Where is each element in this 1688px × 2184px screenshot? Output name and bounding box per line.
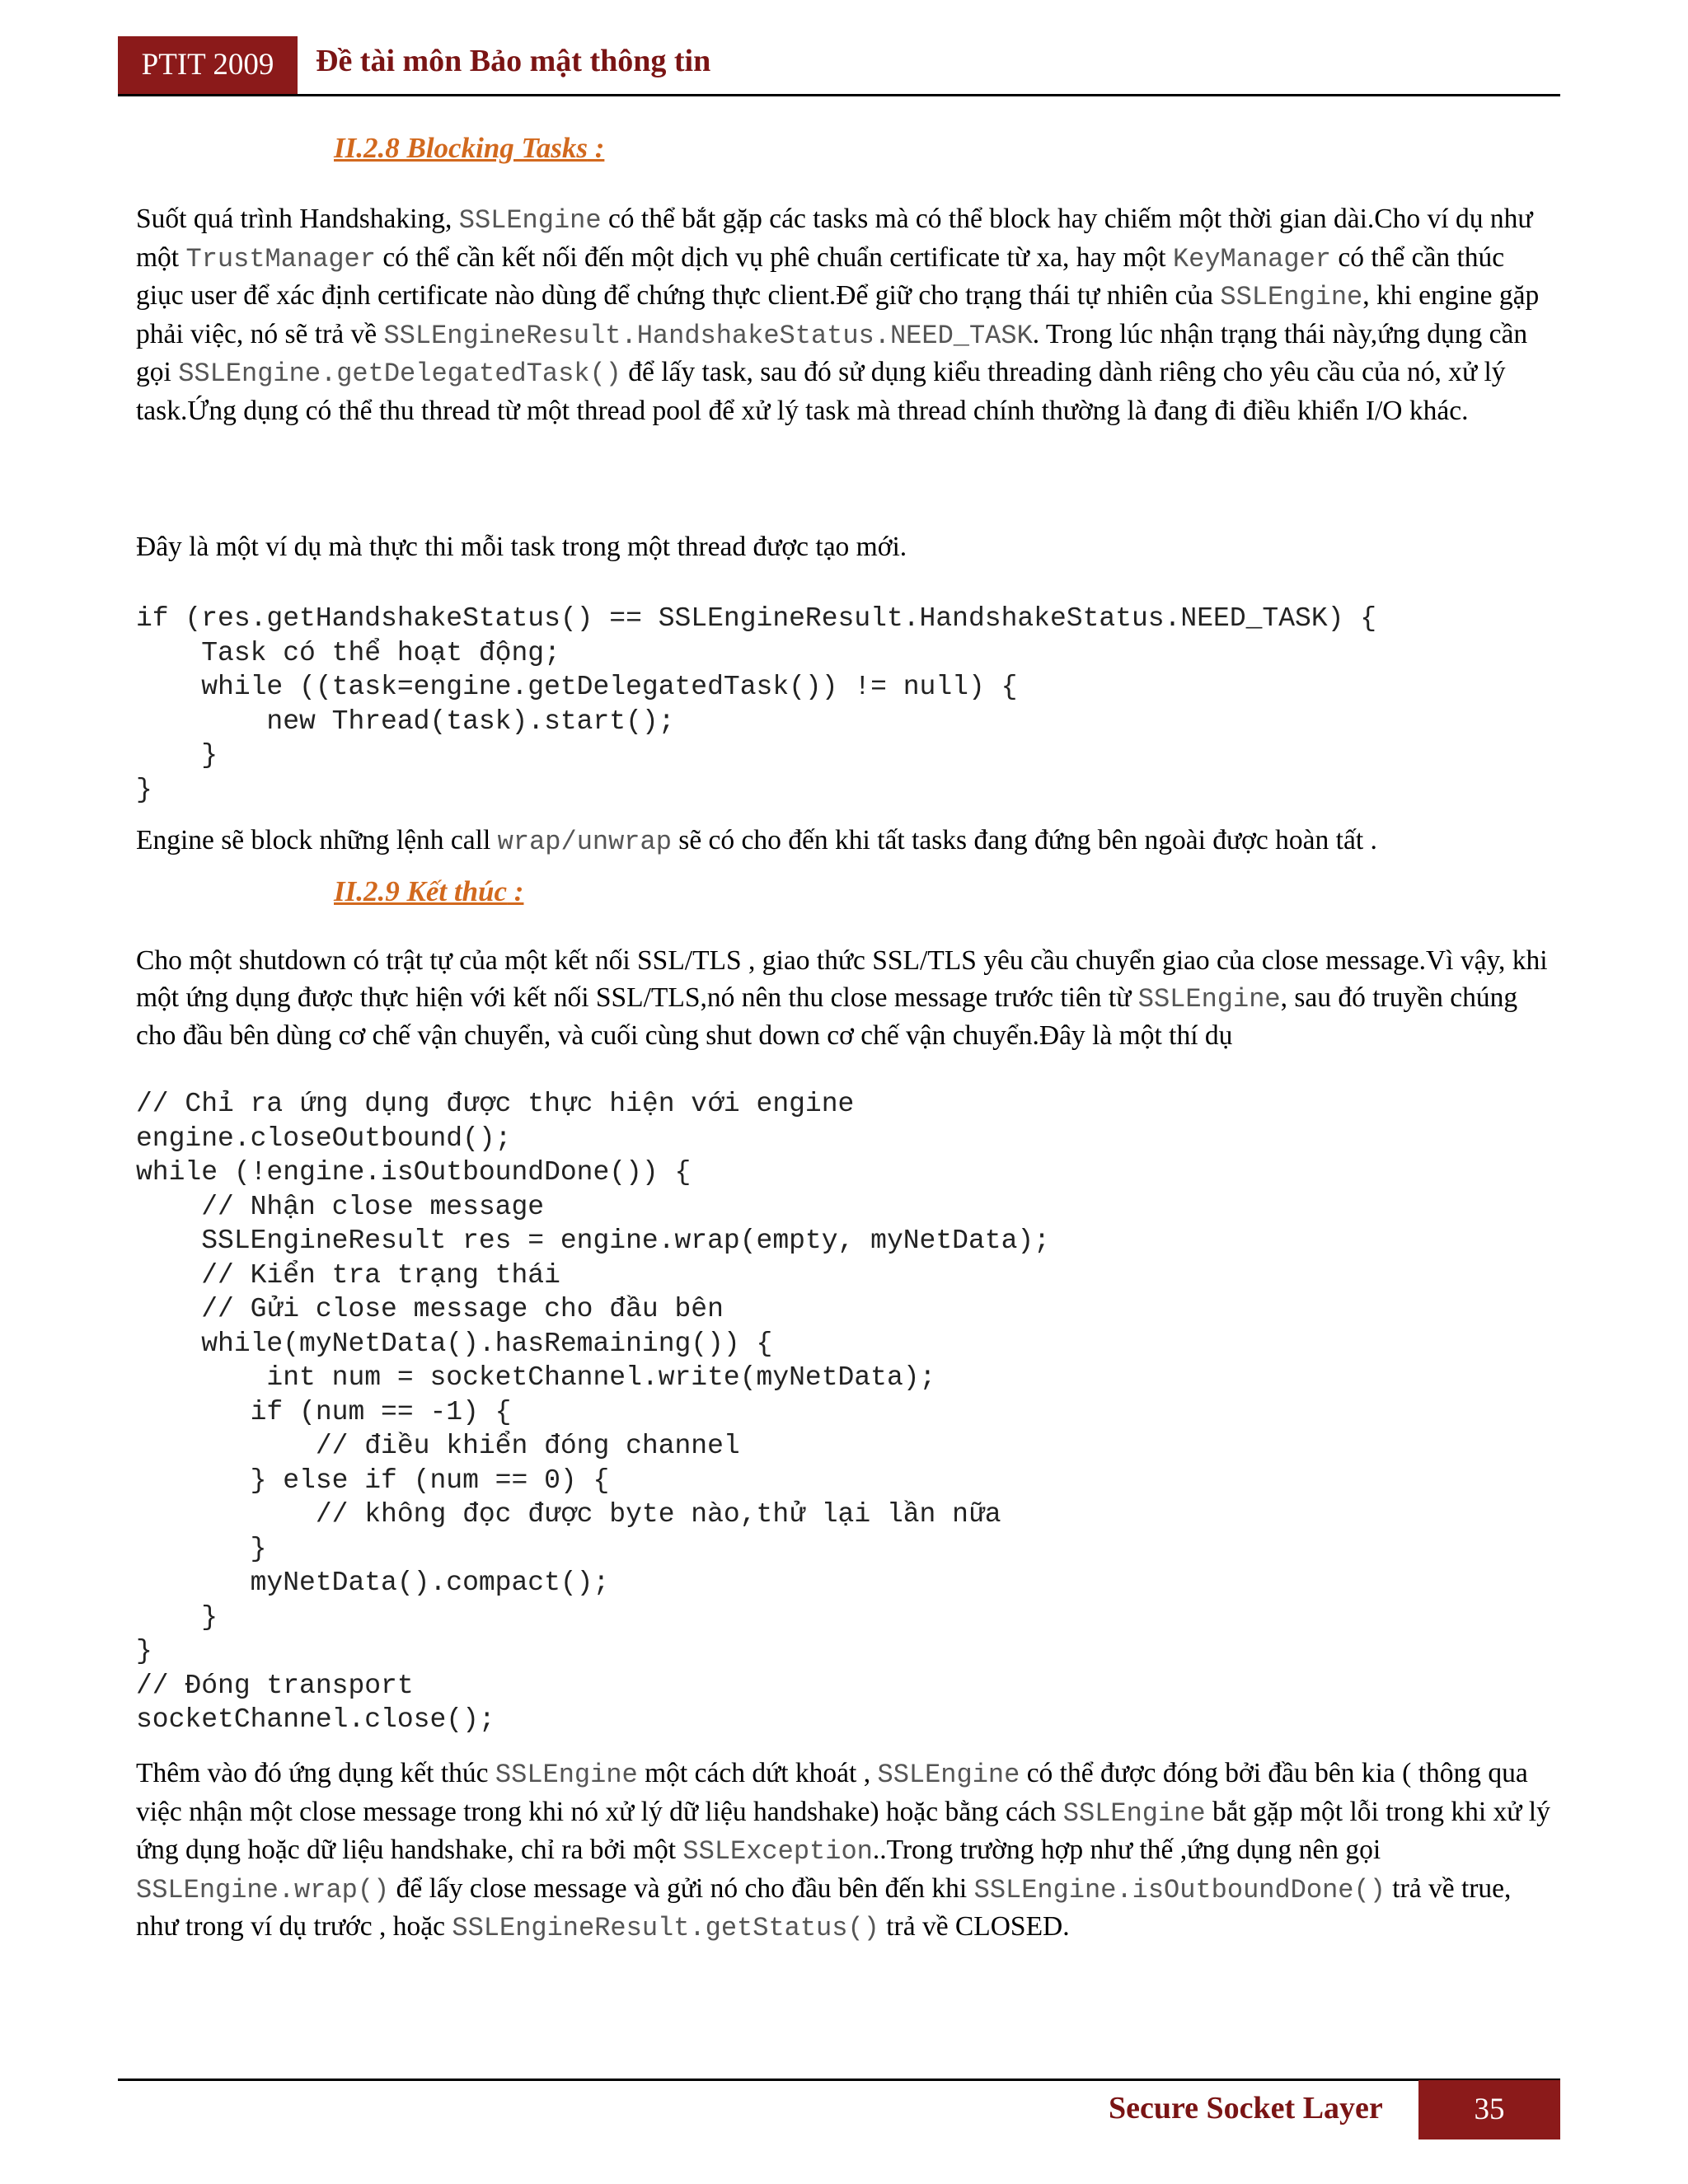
section-heading-ket-thuc bbox=[334, 875, 523, 908]
header-title: Đề tài môn Bảo mật thông tin bbox=[316, 44, 711, 78]
paragraph-shutdown-intro bbox=[136, 943, 1554, 1055]
section-heading-blocking-tasks bbox=[334, 132, 604, 165]
text-run: , sau đó truyền chúng cho đầu bên dùng cơ chế vận chuyển, và cuối cùng shut down cơ chế vận chuyển.Đây là một thí dụ bbox=[136, 982, 1518, 1051]
code-inline: SSLEngine bbox=[1062, 1797, 1206, 1829]
code-inline: SSLEngine.getDelegatedTask() bbox=[178, 359, 621, 389]
text-run: để lấy task, sau đó sử dụng kiểu threading dành riêng cho yêu cầu của nó, xử lý task.Ứng dụng có thể thu thread từ một thread pool để xử lý task mà thread chính thường là đang đi điều khiển I/O khác. bbox=[136, 357, 1506, 426]
text-run: một cách dứt khoát , bbox=[637, 1758, 878, 1788]
code-inline: wrap/unwrap bbox=[497, 827, 672, 857]
text-run: để lấy close message và gửi nó cho đầu bên đến khi bbox=[389, 1872, 974, 1904]
paragraph-example-intro bbox=[136, 529, 1554, 566]
section-heading-text: II.2.8 Blocking Tasks bbox=[334, 132, 588, 164]
text-run: có thể cần kết nối đến một dịch vụ phê chuẩn certificate từ xa, hay một bbox=[375, 241, 1173, 273]
code-block-close-outbound: // Chỉ ra ứng dụng được thực hiện với engine engine.closeOutbound(); while (!engine.isOutboundDone()) { // Nhận close message SSLEngineResult res = engine.wrap(empty, myNetData); // Kiển tra trạng thái // Gửi close message cho đầu bên while(myNetData().hasRemaining()) { int num = socketChannel.write(myNetData); if (num == -1) { // điều khiển đóng channel } else if (num == 0) { // không đọc được byte nào,thử lại lần nữa } myNetData().compact(); } } // Đóng transport socketChannel.close(); bbox=[136, 1089, 1050, 1735]
paragraph-engine-block bbox=[136, 823, 1554, 861]
code-inline: SSLEngine bbox=[458, 205, 602, 236]
code-inline: SSLEngine bbox=[1220, 282, 1363, 312]
header-divider bbox=[118, 94, 1560, 96]
header-badge: PTIT 2009 bbox=[118, 36, 298, 94]
paragraph-blocking-tasks-intro bbox=[136, 201, 1554, 429]
text-run: bắt gặp một lỗi trong khi xử lý ứng dụng hoặc dữ liệu handshake, chỉ ra bởi một bbox=[136, 1796, 1550, 1865]
page-number: 35 bbox=[1418, 2080, 1560, 2139]
section-heading-colon: : bbox=[507, 875, 524, 907]
text-run: Đây là một ví dụ mà thực thi mỗi task trong một thread được tạo mới. bbox=[136, 532, 907, 562]
text-run: Thêm vào đó ứng dụng kết thúc bbox=[136, 1758, 495, 1788]
code-inline: SSLEngine bbox=[877, 1760, 1020, 1790]
text-run: Cho một shutdown có trật tự của một kết nối SSL/TLS , giao thức SSL/TLS yêu cầu chuyển giao của close message.Vì vậy, khi một ứng dụng được thực hiện với kết nối SSL/TLS,nó nên thu close message trước tiên từ bbox=[136, 945, 1548, 1013]
section-heading-colon: : bbox=[587, 132, 605, 164]
text-run: . Trong lúc nhận trạng thái này,ứng dụng cần gọi bbox=[136, 318, 1528, 387]
text-run: , khi engine gặp phải việc, nó sẽ trả về bbox=[136, 280, 1540, 349]
code-inline: SSLException bbox=[682, 1836, 873, 1867]
text-run: trả về true, như trong ví dụ trước , hoặc bbox=[136, 1872, 1512, 1942]
code-inline: TrustManager bbox=[185, 243, 376, 274]
code-inline: KeyManager bbox=[1172, 243, 1331, 274]
code-inline: SSLEngine.isOutboundDone() bbox=[973, 1874, 1386, 1905]
text-run: Engine sẽ block những lệnh call bbox=[136, 825, 498, 855]
code-inline: SSLEngineResult.HandshakeStatus.NEED_TASK bbox=[383, 320, 1033, 351]
text-run: có thể cần thúc giục user để xác định certificate nào dùng để chứng thực client.Để giữ cho trạng thái tự nhiên của bbox=[136, 241, 1505, 311]
text-run: sẽ có cho đến khi tất tasks đang đứng bên ngoài được hoàn tất . bbox=[671, 825, 1377, 855]
code-inline: SSLEngine.wrap() bbox=[136, 1874, 390, 1905]
text-run: Suốt quá trình Handshaking, bbox=[136, 204, 459, 234]
code-inline: SSLEngine bbox=[1137, 983, 1281, 1015]
text-run: ..Trong trường hợp như thế ,ứng dụng nên gọi bbox=[872, 1835, 1381, 1865]
text-run: có thể bắt gặp các tasks mà có thể block hay chiếm một thời gian dài.Cho ví dụ như một bbox=[136, 204, 1533, 273]
code-inline: SSLEngineResult.getStatus() bbox=[452, 1913, 879, 1943]
section-heading-text: II.2.9 Kết thúc bbox=[334, 875, 508, 907]
paragraph-closing-notes bbox=[136, 1755, 1554, 1947]
footer-title: Secure Socket Layer bbox=[1109, 2091, 1383, 2125]
text-run: có thể được đóng bởi đầu bên kia ( thông qua việc nhận một close message trong khi nó xử lý dữ liệu handshake) hoặc bằng cách bbox=[136, 1758, 1528, 1827]
footer-divider bbox=[118, 2079, 1560, 2081]
text-run: trả về CLOSED. bbox=[879, 1911, 1070, 1942]
code-inline: SSLEngine bbox=[495, 1760, 638, 1790]
code-block-need-task: if (res.getHandshakeStatus() == SSLEngineResult.HandshakeStatus.NEED_TASK) { Task có thể hoạt động; while ((task=engine.getDelegatedTask()) != null) { new Thread(task).start(); } } bbox=[136, 603, 1377, 805]
